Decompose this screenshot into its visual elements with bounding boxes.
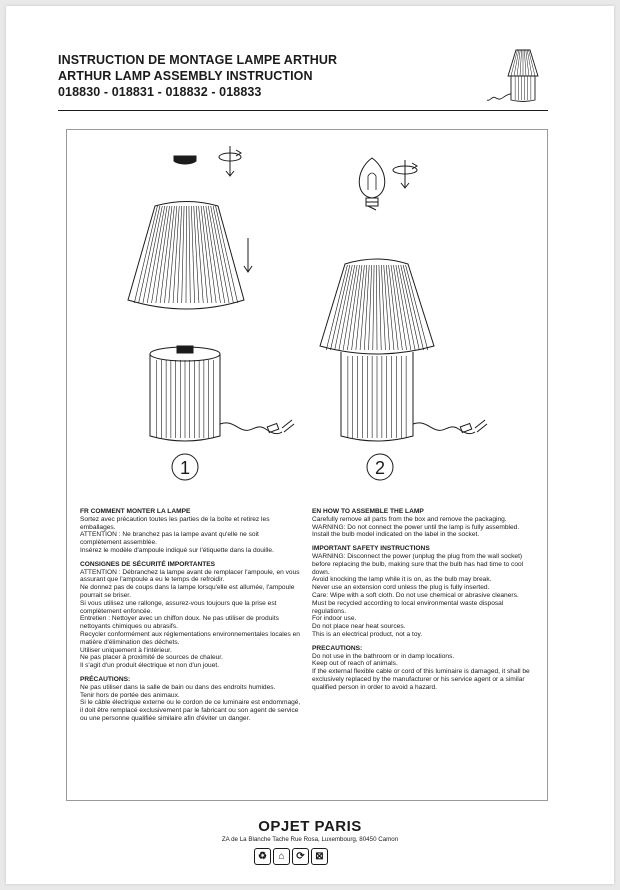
en-heading: EN HOW TO ASSEMBLE THE LAMP [312, 508, 424, 515]
fr-assembly-step: ATTENTION : Ne branchez pas la lampe avant qu'elle ne soit complètement assemblée. [80, 531, 259, 547]
en-safety-item: WARNING: Disconnect the power (unplug the plug from the wall socket) before replacing the bulb, making sure that the bulb has had time to cool down. [312, 552, 524, 576]
en-precaution-item: If the external flexible cable or cord of this luminaire is damaged, it shall be exclusively replaced by the manufacturer or his service agent or a similar qualified person in order to avoid a hazard. [312, 668, 530, 691]
en-safety-heading: IMPORTANT SAFETY INSTRUCTIONS [312, 545, 430, 553]
fr-safety-heading: CONSIGNES DE SÉCURITÉ IMPORTANTES [80, 560, 216, 568]
down-arrow-icon [244, 238, 252, 272]
en-safety-item: This is an electrical product, not a toy. [312, 630, 423, 638]
fr-safety-item: Recycler conformément aux réglementations environnementales locales en matière d'élimination des déchets. [80, 630, 300, 646]
en-safety-item: Care: Wipe with a soft cloth. Do not use chemical or abrasive cleaners. [312, 591, 519, 599]
step-2-number: 2 [374, 458, 386, 478]
company-address: ZA de La Blanche Tache Rue Rosa, Luxembourg, 80450 Camon [221, 836, 399, 843]
brand-name: OPJET PARIS [258, 818, 362, 835]
weee-bin-icon: ⊠ [311, 848, 328, 865]
power-cord [413, 420, 487, 434]
fr-precaution-item: Ne pas utiliser dans la salle de bain ou dans des endroits humides. [80, 683, 276, 691]
step-1-number: 1 [179, 458, 191, 478]
indoor-use-icon: ⌂ [273, 848, 290, 865]
en-assembly-step: Install the bulb model indicated on the label in the socket. [312, 531, 480, 539]
compliance-icons [254, 848, 328, 865]
instructions-english [312, 508, 534, 692]
title-english: ARTHUR LAMP ASSEMBLY INSTRUCTION [58, 69, 313, 83]
fr-safety-item: Ne donnez pas de coups dans la lampe lorsqu'elle est allumée, l'ampoule pourrait se briser. [80, 584, 295, 599]
en-precaution-item: Do not use in the bathroom or in damp locations. [312, 652, 455, 660]
screw-in-arrow-icon [393, 160, 417, 188]
shade-ring-part [174, 156, 196, 164]
fr-safety-item: Ne pas placer à proximité de sources de chaleur. [80, 654, 223, 662]
reference-numbers: 018830 - 018831 - 018832 - 018833 [58, 85, 262, 99]
fr-safety-item: ATTENTION : Débranchez la lampe avant de remplacer l'ampoule, en vous assurant que l'ampoule a eu le temps de refroidir. [80, 568, 300, 584]
rotate-arrow-icon [219, 146, 241, 176]
fr-heading: FR COMMENT MONTER LA LAMPE [80, 508, 191, 515]
fr-safety-item: Il s'agit d'un produit électrique et non d'un jouet. [80, 662, 220, 670]
fr-safety-item: Si vous utilisez une rallonge, assurez-vous toujours que la prise est complètement enfoncée. [80, 599, 277, 615]
fr-assembly-step: Insérez le modèle d'ampoule indiqué sur l'étiquette dans la douille. [80, 546, 274, 554]
fr-precautions-heading: PRÉCAUTIONS: [80, 675, 131, 683]
en-assembly-step: WARNING: Do not connect the power until the lamp is fully assembled. [312, 523, 520, 531]
recycle-icon: ♻ [254, 848, 271, 865]
en-safety-item: Do not place near heat sources. [312, 623, 406, 631]
disposal-icon: ⟳ [292, 848, 309, 865]
en-safety-item: Avoid knocking the lamp while it is on, as the bulb may break. [312, 576, 492, 584]
light-bulb-part [359, 158, 385, 210]
en-precaution-item: Keep out of reach of animals. [312, 660, 398, 668]
power-cord [220, 420, 294, 434]
instructions-french [80, 508, 302, 723]
en-safety-item: Never use an extension cord unless the plug is fully inserted. [312, 584, 490, 592]
fr-precaution-item: Tenir hors de portée des animaux. [80, 691, 180, 699]
fr-assembly-step: Sortez avec précaution toutes les parties de la boîte et retirez les emballages. [80, 515, 270, 531]
en-precautions-heading: PRECAUTIONS: [312, 644, 363, 652]
fr-safety-item: Entretien : Nettoyer avec un chiffon doux. Ne pas utiliser de produits nettoyants chimiques ou abrasifs. [80, 615, 279, 631]
en-safety-item: Must be recycled according to local environmental waste disposal regulations. [312, 599, 504, 615]
title-french: INSTRUCTION DE MONTAGE LAMPE ARTHUR [58, 53, 338, 67]
fr-precaution-item: Si le câble électrique externe ou le cordon de ce luminaire est endommagé, il doit être remplacé exclusivement par le fabricant ou son agent de service ou une personne qualifiée similaire afin d'éviter un danger. [80, 699, 301, 722]
en-safety-item: For indoor use. [312, 615, 357, 623]
fr-safety-item: Utiliser uniquement à l'intérieur. [80, 646, 172, 654]
en-assembly-step: Carefully remove all parts from the box and remove the packaging. [312, 515, 507, 523]
